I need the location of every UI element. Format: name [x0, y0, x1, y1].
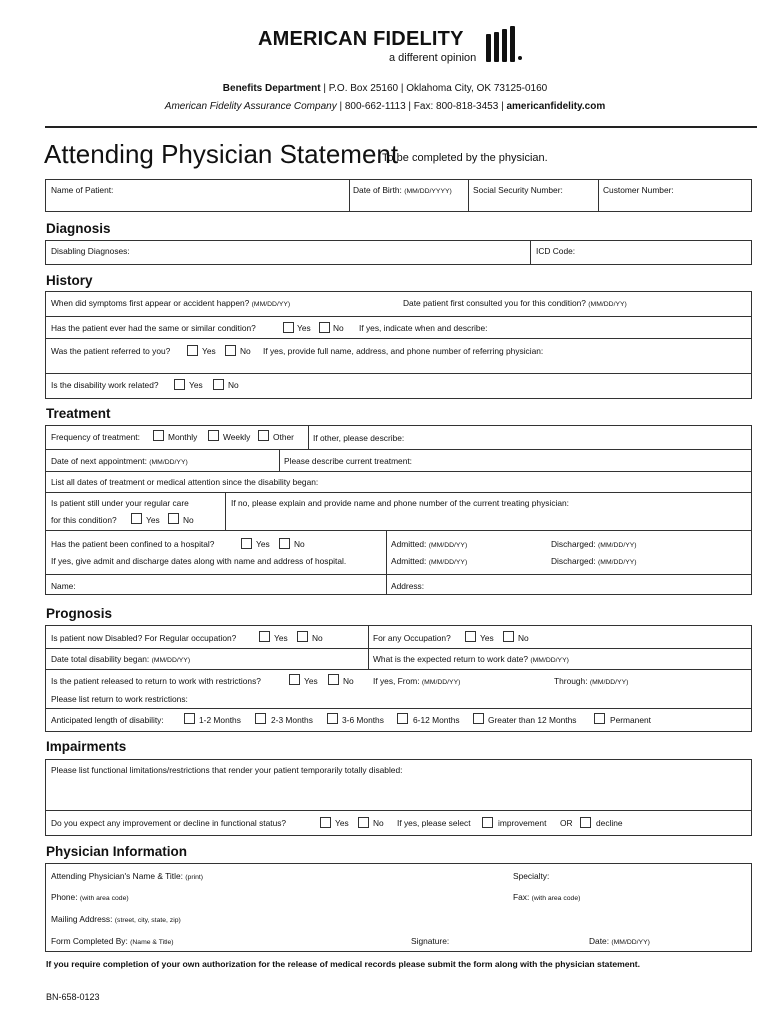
work-related-label: Is the disability work related?	[51, 380, 159, 390]
current-treatment-field[interactable]: Please describe current treatment:	[284, 456, 413, 466]
hospital-followup-label: If yes, give admit and discharge dates along with name and address of hospital.	[51, 556, 347, 566]
any-occupation-no-checkbox[interactable]	[503, 631, 514, 642]
discharged-date-1-field[interactable]: Discharged: (MM/DD/YY)	[551, 539, 637, 549]
disabled-regular-yes-checkbox[interactable]	[259, 631, 270, 642]
functional-limitations-field[interactable]: Please list functional limitations/restrictions that render your patient temporarily totally disabled:	[51, 765, 403, 775]
physician-name-title-field[interactable]: Attending Physician's Name & Title: (print)	[51, 871, 204, 881]
frequency-other-checkbox[interactable]	[258, 430, 269, 441]
expected-return-date-field[interactable]: What is the expected return to work date? (MM/DD/YY)	[373, 654, 569, 664]
signature-field[interactable]: Signature:	[411, 936, 450, 946]
improvement-checkbox[interactable]	[482, 817, 493, 828]
physician-info-heading: Physician Information	[46, 844, 188, 859]
work-related-no-checkbox[interactable]	[213, 379, 224, 390]
physician-fax-field[interactable]: Fax: (with area code)	[513, 892, 581, 902]
work-related-yes-checkbox[interactable]	[174, 379, 185, 390]
restriction-through-date-field[interactable]: Through: (MM/DD/YY)	[554, 676, 629, 686]
length-6-12-months-checkbox[interactable]	[397, 713, 408, 724]
company-tagline: a different opinion	[389, 52, 477, 64]
customer-number-field[interactable]: Customer Number:	[603, 185, 674, 195]
decline-checkbox[interactable]	[580, 817, 591, 828]
treatment-box	[45, 425, 752, 595]
length-1-2-months-checkbox[interactable]	[184, 713, 195, 724]
return-restrictions-field[interactable]: Please list return to work restrictions:	[51, 694, 188, 704]
contact-line: American Fidelity Assurance Company | 800-662-1113 | Fax: 800-818-3453 | americanfidelity.com	[164, 101, 606, 112]
other-describe-field[interactable]: If other, please describe:	[313, 433, 405, 443]
treatment-heading: Treatment	[46, 406, 111, 421]
similar-no-checkbox[interactable]	[319, 322, 330, 333]
diagnosis-box	[45, 240, 752, 265]
website-link[interactable]: americanfidelity.com	[506, 101, 606, 112]
hospital-label: Has the patient been confined to a hospital?	[51, 539, 215, 549]
released-yes-checkbox[interactable]	[289, 674, 300, 685]
symptoms-date-field[interactable]: When did symptoms first appear or accident happen? (MM/DD/YY)	[51, 298, 291, 308]
length-over-12-months-checkbox[interactable]	[473, 713, 484, 724]
admitted-date-2-field[interactable]: Admitted: (MM/DD/YY)	[391, 556, 468, 566]
under-care-label: Is patient still under your regular care	[51, 498, 189, 508]
hospital-no-checkbox[interactable]	[279, 538, 290, 549]
expect-change-yes-checkbox[interactable]	[320, 817, 331, 828]
hospital-address-field[interactable]: Address:	[391, 581, 425, 591]
specialty-field[interactable]: Specialty:	[513, 871, 550, 881]
icd-code-field[interactable]: ICD Code:	[536, 246, 576, 256]
frequency-label: Frequency of treatment:	[51, 432, 140, 442]
referred-yes-checkbox[interactable]	[187, 345, 198, 356]
total-disability-date-field[interactable]: Date total disability began: (MM/DD/YY)	[51, 654, 191, 664]
next-appointment-field[interactable]: Date of next appointment: (MM/DD/YY)	[51, 456, 188, 466]
disabling-diagnoses-field[interactable]: Disabling Diagnoses:	[51, 246, 130, 256]
frequency-weekly-checkbox[interactable]	[208, 430, 219, 441]
physician-phone-field[interactable]: Phone: (with area code)	[51, 892, 129, 902]
all-dates-field[interactable]: List all dates of treatment or medical attention since the disability began:	[51, 477, 319, 487]
similar-yes-checkbox[interactable]	[283, 322, 294, 333]
admitted-date-1-field[interactable]: Admitted: (MM/DD/YY)	[391, 539, 468, 549]
any-occupation-label: For any Occupation?	[373, 633, 451, 643]
referred-no-checkbox[interactable]	[225, 345, 236, 356]
length-2-3-months-checkbox[interactable]	[255, 713, 266, 724]
restriction-from-date-field[interactable]: If yes, From: (MM/DD/YY)	[373, 676, 461, 686]
department-line: Benefits Department | P.O. Box 25160 | Oklahoma City, OK 73125-0160	[222, 83, 548, 94]
prognosis-heading: Prognosis	[46, 606, 113, 621]
authorization-note: If you require completion of your own authorization for the release of medical records please submit the form along with the physician statement.	[46, 959, 641, 969]
current-physician-field[interactable]: If no, please explain and provide name and phone number of the current treating physician:	[231, 498, 570, 508]
if-yes-select-label: If yes, please select	[397, 818, 471, 828]
disabled-regular-label: Is patient now Disabled? For Regular occupation?	[51, 633, 237, 643]
hospital-yes-checkbox[interactable]	[241, 538, 252, 549]
date-of-birth-field[interactable]: Date of Birth: (MM/DD/YYYY)	[353, 185, 452, 195]
patient-info-box	[45, 179, 752, 212]
length-permanent-checkbox[interactable]	[594, 713, 605, 724]
impairments-heading: Impairments	[46, 739, 127, 754]
similar-condition-label: Has the patient ever had the same or similar condition?	[51, 323, 256, 333]
hospital-name-field[interactable]: Name:	[51, 581, 76, 591]
page-title: Attending Physician Statement	[44, 139, 399, 169]
disabled-regular-no-checkbox[interactable]	[297, 631, 308, 642]
expect-change-label: Do you expect any improvement or decline in functional status?	[51, 818, 287, 828]
similar-followup-field[interactable]: If yes, indicate when and describe:	[359, 323, 488, 333]
page-subtitle: To be completed by the physician.	[382, 152, 548, 164]
frequency-monthly-checkbox[interactable]	[153, 430, 164, 441]
anticipated-length-label: Anticipated length of disability:	[51, 715, 164, 725]
referred-followup-field[interactable]: If yes, provide full name, address, and phone number of referring physician:	[263, 346, 544, 356]
header-divider	[45, 126, 757, 128]
signature-date-field[interactable]: Date: (MM/DD/YY)	[589, 936, 650, 946]
released-no-checkbox[interactable]	[328, 674, 339, 685]
ssn-field[interactable]: Social Security Number:	[473, 185, 563, 195]
company-name: AMERICAN FIDELITY	[258, 28, 464, 50]
history-heading: History	[46, 273, 93, 288]
form-number: BN-658-0123	[46, 992, 100, 1002]
expect-change-no-checkbox[interactable]	[358, 817, 369, 828]
patient-name-field[interactable]: Name of Patient:	[51, 185, 114, 195]
diagnosis-heading: Diagnosis	[46, 221, 111, 236]
length-3-6-months-checkbox[interactable]	[327, 713, 338, 724]
consulted-date-field[interactable]: Date patient first consulted you for this condition? (MM/DD/YY)	[403, 298, 627, 308]
company-logo-bars-icon	[486, 26, 522, 64]
any-occupation-yes-checkbox[interactable]	[465, 631, 476, 642]
discharged-date-2-field[interactable]: Discharged: (MM/DD/YY)	[551, 556, 637, 566]
mailing-address-field[interactable]: Mailing Address: (street, city, state, zip)	[51, 914, 181, 924]
referred-label: Was the patient referred to you?	[51, 346, 171, 356]
form-completed-by-field[interactable]: Form Completed By: (Name & Title)	[51, 936, 174, 946]
released-label: Is the patient released to return to work with restrictions?	[51, 676, 261, 686]
under-care-yes-checkbox[interactable]	[131, 513, 142, 524]
under-care-no-checkbox[interactable]	[168, 513, 179, 524]
